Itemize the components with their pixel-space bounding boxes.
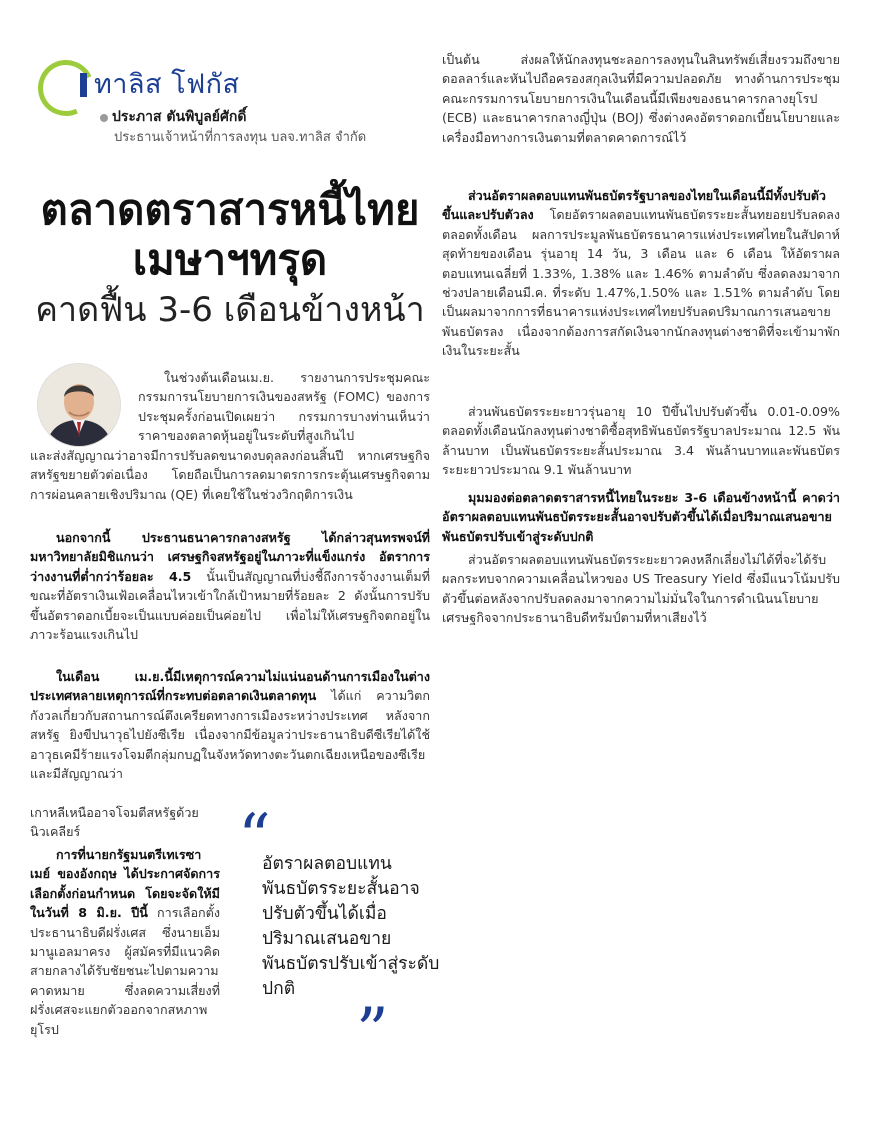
left-paragraph-3 bbox=[30, 667, 430, 783]
author-photo bbox=[38, 364, 120, 446]
headline-line-1: ตลาดตราสารหนี้ไทย bbox=[40, 185, 420, 234]
right-paragraph-4-bold: มุมมองต่อตลาดตราสารหนี้ไทยในระยะ 3-6 เดือนข้างหน้านี้ คาดว่าอัตราผลตอบแทนพันธบัตรระยะสั้นอาจปรับตัวขึ้นได้เมื่อปริมาณเสนอขายพันธบัตรปรับเข้าสู่ระดับปกติ bbox=[442, 490, 840, 544]
headline-line-2: เมษาฯทรุด bbox=[132, 235, 328, 284]
left-paragraph-4-bold: การที่นายกรัฐมนตรีเทเรซา เมย์ ของอังกฤษ ได้ประกาศจัดการเลือกตั้งก่อนกำหนด โดยจะจัดให้มีในวันที่ 8 มิ.ย. ปีนี้ bbox=[30, 847, 220, 921]
left-paragraph-2-bold: นอกจากนี้ ประธานธนาคารกลางสหรัฐ ได้กล่าวสุนทรพจน์ที่มหาวิทยาลัยมิชิแกนว่า เศรษฐกิจสหรัฐอยู่ในภาวะที่แข็งแกร่ง อัตราการว่างงานที่ต่ำกว่าร้อยละ 4.5 bbox=[30, 530, 430, 584]
right-paragraph-1: เป็นต้น ส่งผลให้นักลงทุนชะลอการลงทุนในสินทรัพย์เสี่ยงรวมถึงขายดอลลาร์และหันไปถือครองสกุลเงินที่มีความปลอดภัย ทางด้านการประชุมคณะกรรมการนโยบายการเงินในเดือนนี้มีเพียงของธนาคารกลางยุโรป (ECB) และธนาคารกลางญี่ปุ่น (BOJ) ซึ่งต่างคงอัตราดอกเบี้ยนโยบายและเครื่องมือทางการเงินตามที่ตลาดคาดการณ์ไว้ bbox=[442, 52, 840, 145]
author-title: ประธานเจ้าหน้าที่การลงทุน บลจ.ทาลิส จำกัด bbox=[114, 130, 367, 145]
close-quote-icon: ” bbox=[356, 995, 389, 1069]
right-paragraph-2-text: โดยอัตราผลตอบแทนพันธบัตรระยะสั้นทยอยปรับลดลงตลอดทั้งเดือน ผลการประมูลพันธบัตรธนาคารแห่งประเทศไทยในสัปดาห์สุดท้ายของเดือน รุ่นอายุ 14 วัน, 3 เดือน และ 6 เดือน ให้อัตราผลตอบแทนเฉลี่ยที่ 1.33%, 1.38% และ 1.46% ตามลำดับ ซึ่งลดลงมาจากช่วงปลายเดือนมี.ค. ที่ระดับ 1.47%,1.50% และ 1.51% ตามลำดับ โดยเป็นผลมาจากการที่ธนาคารแห่งประเทศไทยปรับลดปริมาณการเสนอขายพันธบัตรลง เนื่องจากต้องการสกัดเงินจากนักลงทุนต่างชาติที่จะเข้ามาพักเงินในระยะสั้น bbox=[442, 207, 840, 359]
pull-quote: อัตราผลตอบแทนพันธบัตรระยะสั้นอาจปรับตัวขึ้นได้เมื่อปริมาณเสนอขายพันธบัตรปรับเข้าสู่ระดับปกติ bbox=[262, 854, 440, 999]
right-paragraph-4 bbox=[442, 488, 840, 546]
author-portrait-icon bbox=[38, 364, 120, 446]
left-paragraph-3-tail: เกาหลีเหนืออาจโจมตีสหรัฐด้วยนิวเคลียร์ bbox=[30, 805, 199, 840]
right-paragraph-3: ส่วนพันธบัตรระยะยาวรุ่นอายุ 10 ปีขึ้นไปปรับตัวขึ้น 0.01-0.09% ตลอดทั้งเดือนนักลงทุนต่างชาติซื้อสุทธิพันธบัตรรัฐบาลประมาณ 12.5 พันล้านบาท เป็นพันธบัตรระยะสั้นประมาณ 3.4 พันล้านบาทและพันธบัตรระยะยาวประมาณ 9.1 พันล้านบาท bbox=[442, 404, 840, 478]
left-paragraph-2-text: นั้นเป็นสัญญาณที่บ่งชี้ถึงการจ้างงานเต็มที่ ขณะที่อัตราเงินเฟ้อเคลื่อนไหวเข้าใกล้เป้าหมายที่ร้อยละ 2 ดังนั้นการปรับขึ้นอัตราดอกเบี้ยจะเป็นแบบค่อยเป็นค่อยไป เพื่อไม่ให้เศรษฐกิจตกอยู่ในภาวะร้อนแรงเกินไป bbox=[30, 568, 431, 643]
right-paragraph-5: ส่วนอัตราผลตอบแทนพันธบัตรระยะยาวคงหลีกเลี่ยงไม่ได้ที่จะได้รับผลกระทบจากความเคลื่อนไหวของ US Treasury Yield ซึ่งมีแนวโน้มปรับตัวขึ้นต่อหลังจากปรับลดลงมาจากความไม่มั่นใจในการดำเนินนโยบายเศรษฐกิจจากประธานาธิบดีทรัมป์ตามที่หาเสียงไว้ bbox=[442, 552, 840, 626]
left-paragraph-3-bold: ในเดือน เม.ย.นี้มีเหตุการณ์ความไม่แน่นอนด้านการเมืองในต่างประเทศหลายเหตุการณ์ที่กระทบต่อตลาดเงินตลาดทุน bbox=[30, 669, 430, 704]
author-name: ประภาส ตันพิบูลย์ศักดิ์ bbox=[112, 109, 247, 125]
column-name: ทาลิส โฟกัส bbox=[94, 69, 240, 100]
column-logo-bar bbox=[80, 73, 87, 97]
left-paragraph-4-text: การเลือกตั้งประธานาธิบดีฝรั่งเศส ซึ่งนายเอ็มมานูเอลมาครง ผู้สมัครที่มีแนวคิดสายกลางได้รับชัยชนะไปตามความคาดหมาย ซึ่งลดความเสี่ยงที่ฝรั่งเศสจะแยกตัวออกจากสหภาพยุโรป bbox=[30, 905, 220, 1037]
bullet-dot-icon bbox=[100, 114, 108, 122]
right-paragraph-2-bold: ส่วนอัตราผลตอบแทนพันธบัตรรัฐบาลของไทยในเดือนนี้มีทั้งปรับตัวขึ้นและปรับตัวลง bbox=[442, 188, 826, 223]
left-paragraph-1-end: และส่งสัญญาณว่าอาจมีการปรับลดขนาดงบดุลลงก่อนสิ้นปี หากเศรษฐกิจสหรัฐขยายตัวต่อเนื่อง โดยถือเป็นการลดมาตรการกระตุ้นเศรษฐกิจตามการผ่อนคลายเชิงปริมาณ (QE) ที่เคยใช้ในช่วงวิกฤติการเงิน bbox=[30, 448, 430, 502]
headline-subtitle: คาดฟื้น 3-6 เดือนข้างหน้า bbox=[35, 290, 425, 330]
left-paragraph-2 bbox=[30, 528, 430, 644]
open-quote-icon: “ bbox=[238, 801, 271, 875]
right-paragraph-2 bbox=[442, 186, 840, 361]
left-paragraph-1-start: ในช่วงต้นเดือนเม.ย. รายงานการประชุมคณะกรรมการนโยบายการเงินของสหรัฐ (FOMC) ของการประชุมครั้งก่อนเปิดเผยว่า กรรมการบางท่านเห็นว่าราคาของตลาดหุ้นอยู่ในระดับที่สูงเกินไป bbox=[138, 370, 430, 444]
left-paragraph-3-text: ได้แก่ ความวิตกกังวลเกี่ยวกับสถานการณ์ตึงเครียดทางการเมืองระหว่างประเทศ หลังจากสหรัฐ ยิงขีปนาวุธไปยังซีเรีย เนื่องจากมีข้อมูลว่าประธานาธิบดีซีเรียได้ใช้อาวุธเคมีร้ายแรงโจมตีกลุ่มกบฏในจังหวัดทางตะวันตกเฉียงเหนือของซีเรีย และมีสัญญาณว่า bbox=[30, 688, 430, 782]
column-logo-ring-icon bbox=[30, 52, 102, 124]
left-paragraph-4 bbox=[30, 845, 220, 1039]
